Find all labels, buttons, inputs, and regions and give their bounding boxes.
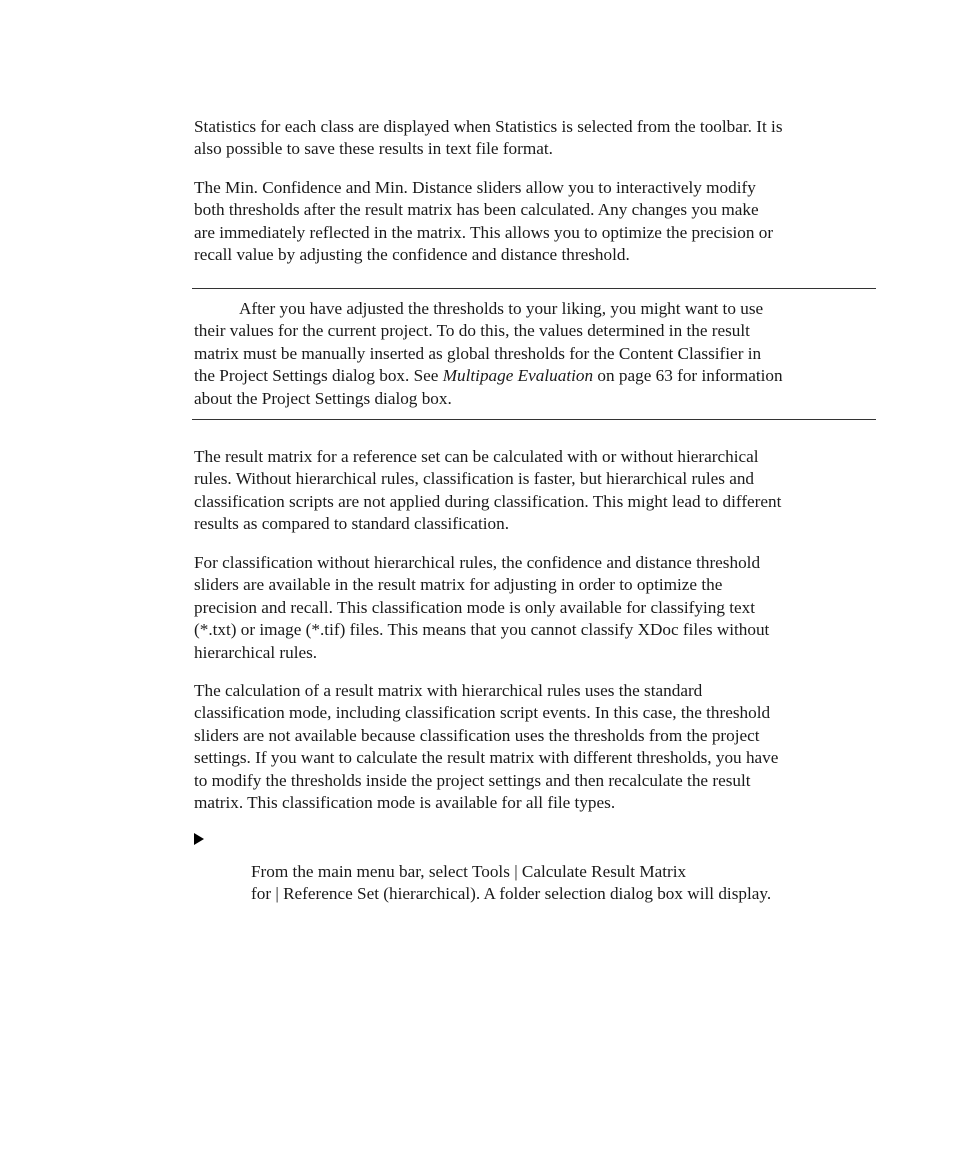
text-line: matrix. This classification mode is available for all file types. [194, 793, 616, 813]
procedure-step [251, 861, 871, 906]
text-line: results as compared to standard classification. [194, 514, 510, 534]
text-line: sliders are not available because classification uses the thresholds from the project [194, 725, 760, 745]
text-line: After you have adjusted the thresholds to your liking, you might want to use [239, 299, 764, 318]
text-line: recall value by adjusting the confidence and distance threshold. [194, 245, 630, 265]
text-line: The result matrix for a reference set can be calculated with or without hierarchical [194, 447, 759, 466]
text-line-with-reference [194, 365, 878, 387]
note-block [194, 298, 878, 410]
text-segment: on page 63 for information [593, 366, 783, 386]
note-top-rule [192, 288, 876, 289]
text-line: Statistics for each class are displayed when Statistics is selected from the toolbar. It is [194, 117, 783, 136]
text-line: their values for the current project. To do this, the values determined in the result [194, 321, 750, 341]
text-line: classification scripts are not applied during classification. This might lead to different [194, 491, 782, 511]
text-line: For classification without hierarchical rules, the confidence and distance threshold [194, 553, 761, 572]
paragraph-sliders [194, 177, 878, 267]
text-line: hierarchical rules. [194, 642, 318, 662]
cross-reference-title: Multipage Evaluation [442, 366, 594, 386]
triangle-right-icon [194, 833, 204, 845]
text-line: (*.txt) or image (*.tif) files. This means that you cannot classify XDoc files without [194, 620, 770, 640]
text-line: The Min. Confidence and Min. Distance sliders allow you to interactively modify [194, 178, 756, 197]
text-line: The calculation of a result matrix with hierarchical rules uses the standard [194, 681, 703, 700]
text-line: about the Project Settings dialog box. [194, 388, 452, 408]
text-line: From the main menu bar, select Tools | Calculate Result Matrix [251, 862, 687, 881]
text-line: classification mode, including classification script events. In this case, the threshold [194, 703, 771, 723]
text-line: are immediately reflected in the matrix. This allows you to optimize the precision or [194, 222, 774, 242]
paragraph-statistics [194, 116, 878, 161]
text-line: rules. Without hierarchical rules, classification is faster, but hierarchical rules and [194, 469, 755, 489]
text-line: sliders are available in the result matrix for adjusting in order to optimize the [194, 575, 723, 595]
text-line: matrix must be manually inserted as global thresholds for the Content Classifier in [194, 343, 762, 363]
text-line: to modify the thresholds inside the project settings and then recalculate the result [194, 770, 751, 790]
text-line: also possible to save these results in text file format. [194, 139, 553, 159]
paragraph-hierarchical-rules [194, 446, 878, 536]
paragraph-without-hierarchical [194, 552, 878, 664]
text-line: both thresholds after the result matrix has been calculated. Any changes you make [194, 200, 759, 220]
text-segment: the Project Settings dialog box. See [194, 366, 443, 386]
text-line: for | Reference Set (hierarchical). A folder selection dialog box will display. [251, 884, 772, 904]
paragraph-with-hierarchical [194, 680, 878, 814]
note-bottom-rule [192, 419, 876, 420]
text-line: precision and recall. This classification mode is only available for classifying text [194, 597, 755, 617]
text-line: settings. If you want to calculate the result matrix with different thresholds, you have [194, 748, 779, 768]
